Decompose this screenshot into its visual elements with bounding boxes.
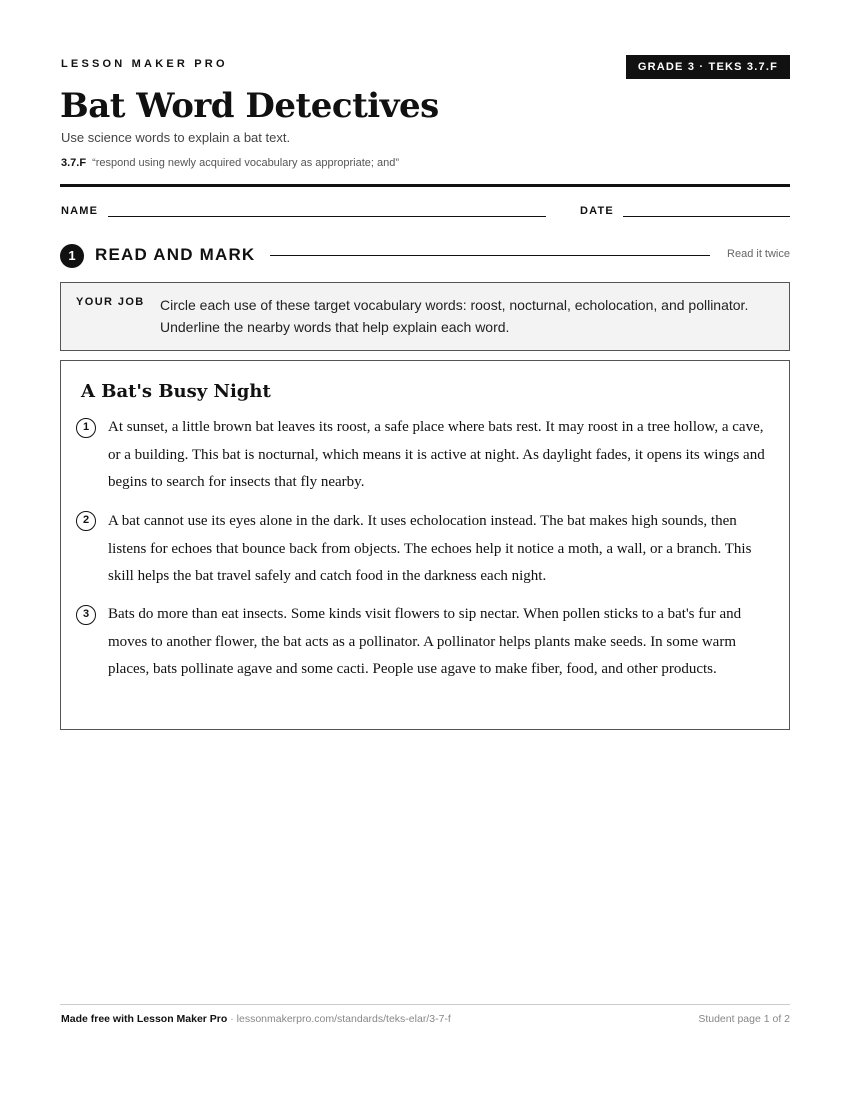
standard-code: 3.7.F (61, 157, 87, 169)
name-label: NAME (61, 205, 99, 217)
footer-url[interactable]: · lessonmakerpro.com/standards/teks-elar/3-7-f (230, 1013, 451, 1025)
passage-paragraph: Bats do more than eat insects. Some kinds visit flowers to sip nectar. When pollen sticks to a bat's fur and moves to another flower, the bat acts as a pollinator. A pollinator helps plants make seeds. In some warm places, bats pollinate agave and some cacti. People use agave to make fiber, food, and other products. (108, 606, 742, 677)
page-subtitle: Use science words to explain a bat text. (61, 130, 291, 145)
page-title: Bat Word Detectives (60, 86, 439, 126)
standard-line (61, 157, 399, 169)
section-header (60, 243, 790, 267)
job-box (60, 282, 790, 351)
passage-title: A Bat's Busy Night (81, 381, 271, 402)
section-title: READ AND MARK (95, 245, 256, 264)
paragraph-number: 1 (76, 418, 96, 438)
passage-paragraph: A bat cannot use its eyes alone in the dark. It uses echolocation instead. The bat makes high sounds, then listens for echoes that bounce back from objects. The echoes help it notice a moth, a wall, or a branch. This skill helps the bat travel safely and catch food in the darkness each night. (108, 513, 752, 584)
footer-made-with: Made free with Lesson Maker Pro (61, 1013, 228, 1025)
footer-page-number: Student page 1 of 2 (698, 1013, 790, 1025)
date-line[interactable] (623, 216, 790, 217)
passage-paragraph: At sunset, a little brown bat leaves its roost, a safe place where bats rest. It may roost in a tree hollow, a cave, or a building. This bat is nocturnal, which means it is active at night. As daylight fades, it opens its wings and begins to search for insects that fly nearby. (108, 419, 765, 490)
job-label: YOUR JOB (76, 296, 145, 308)
header-divider (60, 184, 790, 187)
standard-text: “respond using newly acquired vocabulary as appropriate; and” (92, 157, 400, 169)
paragraph-number: 3 (76, 605, 96, 625)
footer-credit (61, 1013, 451, 1025)
name-line[interactable] (108, 216, 546, 217)
step-number-badge: 1 (60, 244, 84, 268)
footer-divider (60, 1004, 790, 1005)
paragraph-number: 2 (76, 511, 96, 531)
passage-box (60, 360, 790, 730)
grade-badge: GRADE 3 · TEKS 3.7.F (626, 55, 790, 79)
brand-label: LESSON MAKER PRO (61, 58, 228, 70)
section-divider (270, 255, 710, 256)
section-note: Read it twice (727, 248, 790, 260)
job-text: Circle each use of these target vocabulary words: roost, nocturnal, echolocation, and pollinator. Underline the nearby words that help explain each word. (160, 297, 749, 335)
date-label: DATE (580, 205, 614, 217)
